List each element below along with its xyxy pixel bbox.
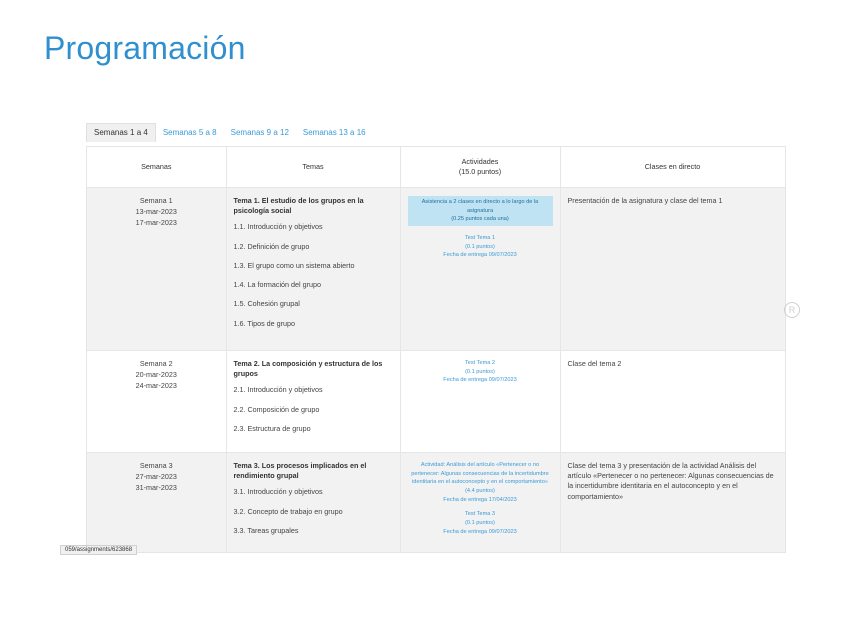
week-start-date: 27-mar-2023 [135, 471, 177, 481]
activities-cell [400, 453, 560, 554]
activity-points: (0.1 puntos) [465, 243, 495, 250]
schedule-table [87, 147, 786, 553]
tab-weeks-9-12[interactable]: Semanas 9 a 12 [230, 128, 289, 137]
table-header-row [87, 147, 785, 188]
header-activities-title: Actividades [461, 156, 499, 166]
week-tabs [86, 123, 373, 142]
activity-points: (0.1 puntos) [465, 519, 495, 526]
subtopic-item: 2.1. Introducción y objetivos [233, 385, 323, 395]
header-topics: Temas [226, 147, 400, 188]
table-row [87, 351, 785, 453]
theme-title: Tema 2. La composición y estructura de los grupos [233, 359, 383, 379]
status-bar-url: 059/assignments/623868 [60, 545, 137, 555]
tab-weeks-1-4[interactable]: Semanas 1 a 4 [86, 123, 156, 142]
live-class-cell: Clase del tema 3 y presentación de la actividad Análisis del artículo «Pertenecer o no pertenecer: Algunas consecuencias de la incertidumbre identitaria en el autoconcepto y en el comportamiento» [560, 453, 785, 554]
attendance-activity-name: Asistencia a 2 clases en directo a lo largo de la asignatura [421, 199, 539, 214]
topics-cell [226, 351, 400, 453]
theme-title: Tema 3. Los procesos implicados en el rendimiento grupal [233, 461, 367, 481]
week-label: Semana 1 [139, 196, 173, 205]
activity-due-date: Fecha de entrega 17/04/2023 [443, 496, 517, 503]
header-activities [400, 147, 560, 188]
week-start-date: 20-mar-2023 [135, 369, 177, 379]
subtopic-item: 1.5. Cohesión grupal [233, 299, 300, 309]
activity-points: (0.1 puntos) [465, 368, 495, 375]
subtopic-item: 3.1. Introducción y objetivos [233, 487, 323, 497]
subtopic-item: 1.2. Definición de grupo [233, 241, 310, 251]
activity-due-date: Fecha de entrega 09/07/2023 [443, 377, 517, 384]
activities-cell [400, 351, 560, 453]
theme-title: Tema 1. El estudio de los grupos en la psicología social [233, 196, 364, 216]
attendance-activity-link[interactable] [408, 196, 553, 226]
live-class-cell: Presentación de la asignatura y clase del tema 1 [560, 188, 785, 351]
tab-weeks-5-8[interactable]: Semanas 5 a 8 [162, 128, 217, 137]
activity-name: Actividad: Análisis del artículo «Pertenecer o no pertenecer: Algunas consecuencias de la incertidumbre identitaria en el autoconcepto y en el comportamiento» [411, 462, 549, 486]
activities-cell [400, 188, 560, 351]
tab-weeks-13-16[interactable]: Semanas 13 a 16 [302, 128, 366, 137]
subtopic-item: 1.4. La formación del grupo [233, 280, 322, 290]
activity-points: (4.4 puntos) [465, 487, 495, 494]
subtopic-item: 2.2. Composición de grupo [233, 404, 320, 414]
activity-name: Test Tema 2 [464, 360, 496, 366]
activity-link-test-tema-2[interactable] [408, 359, 553, 385]
week-end-date: 31-mar-2023 [135, 482, 177, 492]
subtopic-item: 1.6. Tipos de grupo [233, 318, 296, 328]
week-end-date: 24-mar-2023 [135, 380, 177, 390]
week-cell [87, 188, 226, 351]
topics-cell [226, 188, 400, 351]
schedule-table-container [86, 146, 786, 553]
subtopic-item: 3.3. Tareas grupales [233, 525, 299, 535]
topics-cell [226, 453, 400, 554]
header-weeks: Semanas [87, 147, 226, 188]
subtopic-item: 3.2. Concepto de trabajo en grupo [233, 506, 343, 516]
live-class-cell: Clase del tema 2 [560, 351, 785, 453]
page-title: Programación [44, 30, 246, 66]
week-cell [87, 351, 226, 453]
table-row [87, 453, 785, 554]
registered-mark-icon: R [784, 302, 800, 318]
activity-name: Test Tema 1 [464, 234, 496, 241]
subtopic-item: 2.3. Estructura de grupo [233, 423, 311, 433]
week-start-date: 13-mar-2023 [135, 206, 177, 216]
activity-due-date: Fecha de entrega 09/07/2023 [443, 528, 517, 535]
activity-link-test-tema-1[interactable] [408, 234, 553, 260]
subtopic-item: 1.3. El grupo como un sistema abierto [233, 260, 355, 270]
activity-name: Test Tema 3 [464, 511, 496, 518]
attendance-activity-points: (0.25 puntos cada una) [451, 216, 509, 223]
header-activities-points: (15.0 puntos) [458, 167, 502, 176]
header-live-classes: Clases en directo [560, 147, 785, 188]
week-end-date: 17-mar-2023 [135, 217, 177, 227]
activity-link-test-tema-3[interactable] [408, 510, 553, 536]
subtopic-item: 1.1. Introducción y objetivos [233, 222, 323, 232]
week-label: Semana 3 [139, 461, 173, 470]
week-cell [87, 453, 226, 554]
week-label: Semana 2 [139, 359, 173, 368]
table-row [87, 188, 785, 351]
activity-due-date: Fecha de entrega 09/07/2023 [443, 252, 517, 259]
activity-link-analysis[interactable] [408, 461, 553, 504]
